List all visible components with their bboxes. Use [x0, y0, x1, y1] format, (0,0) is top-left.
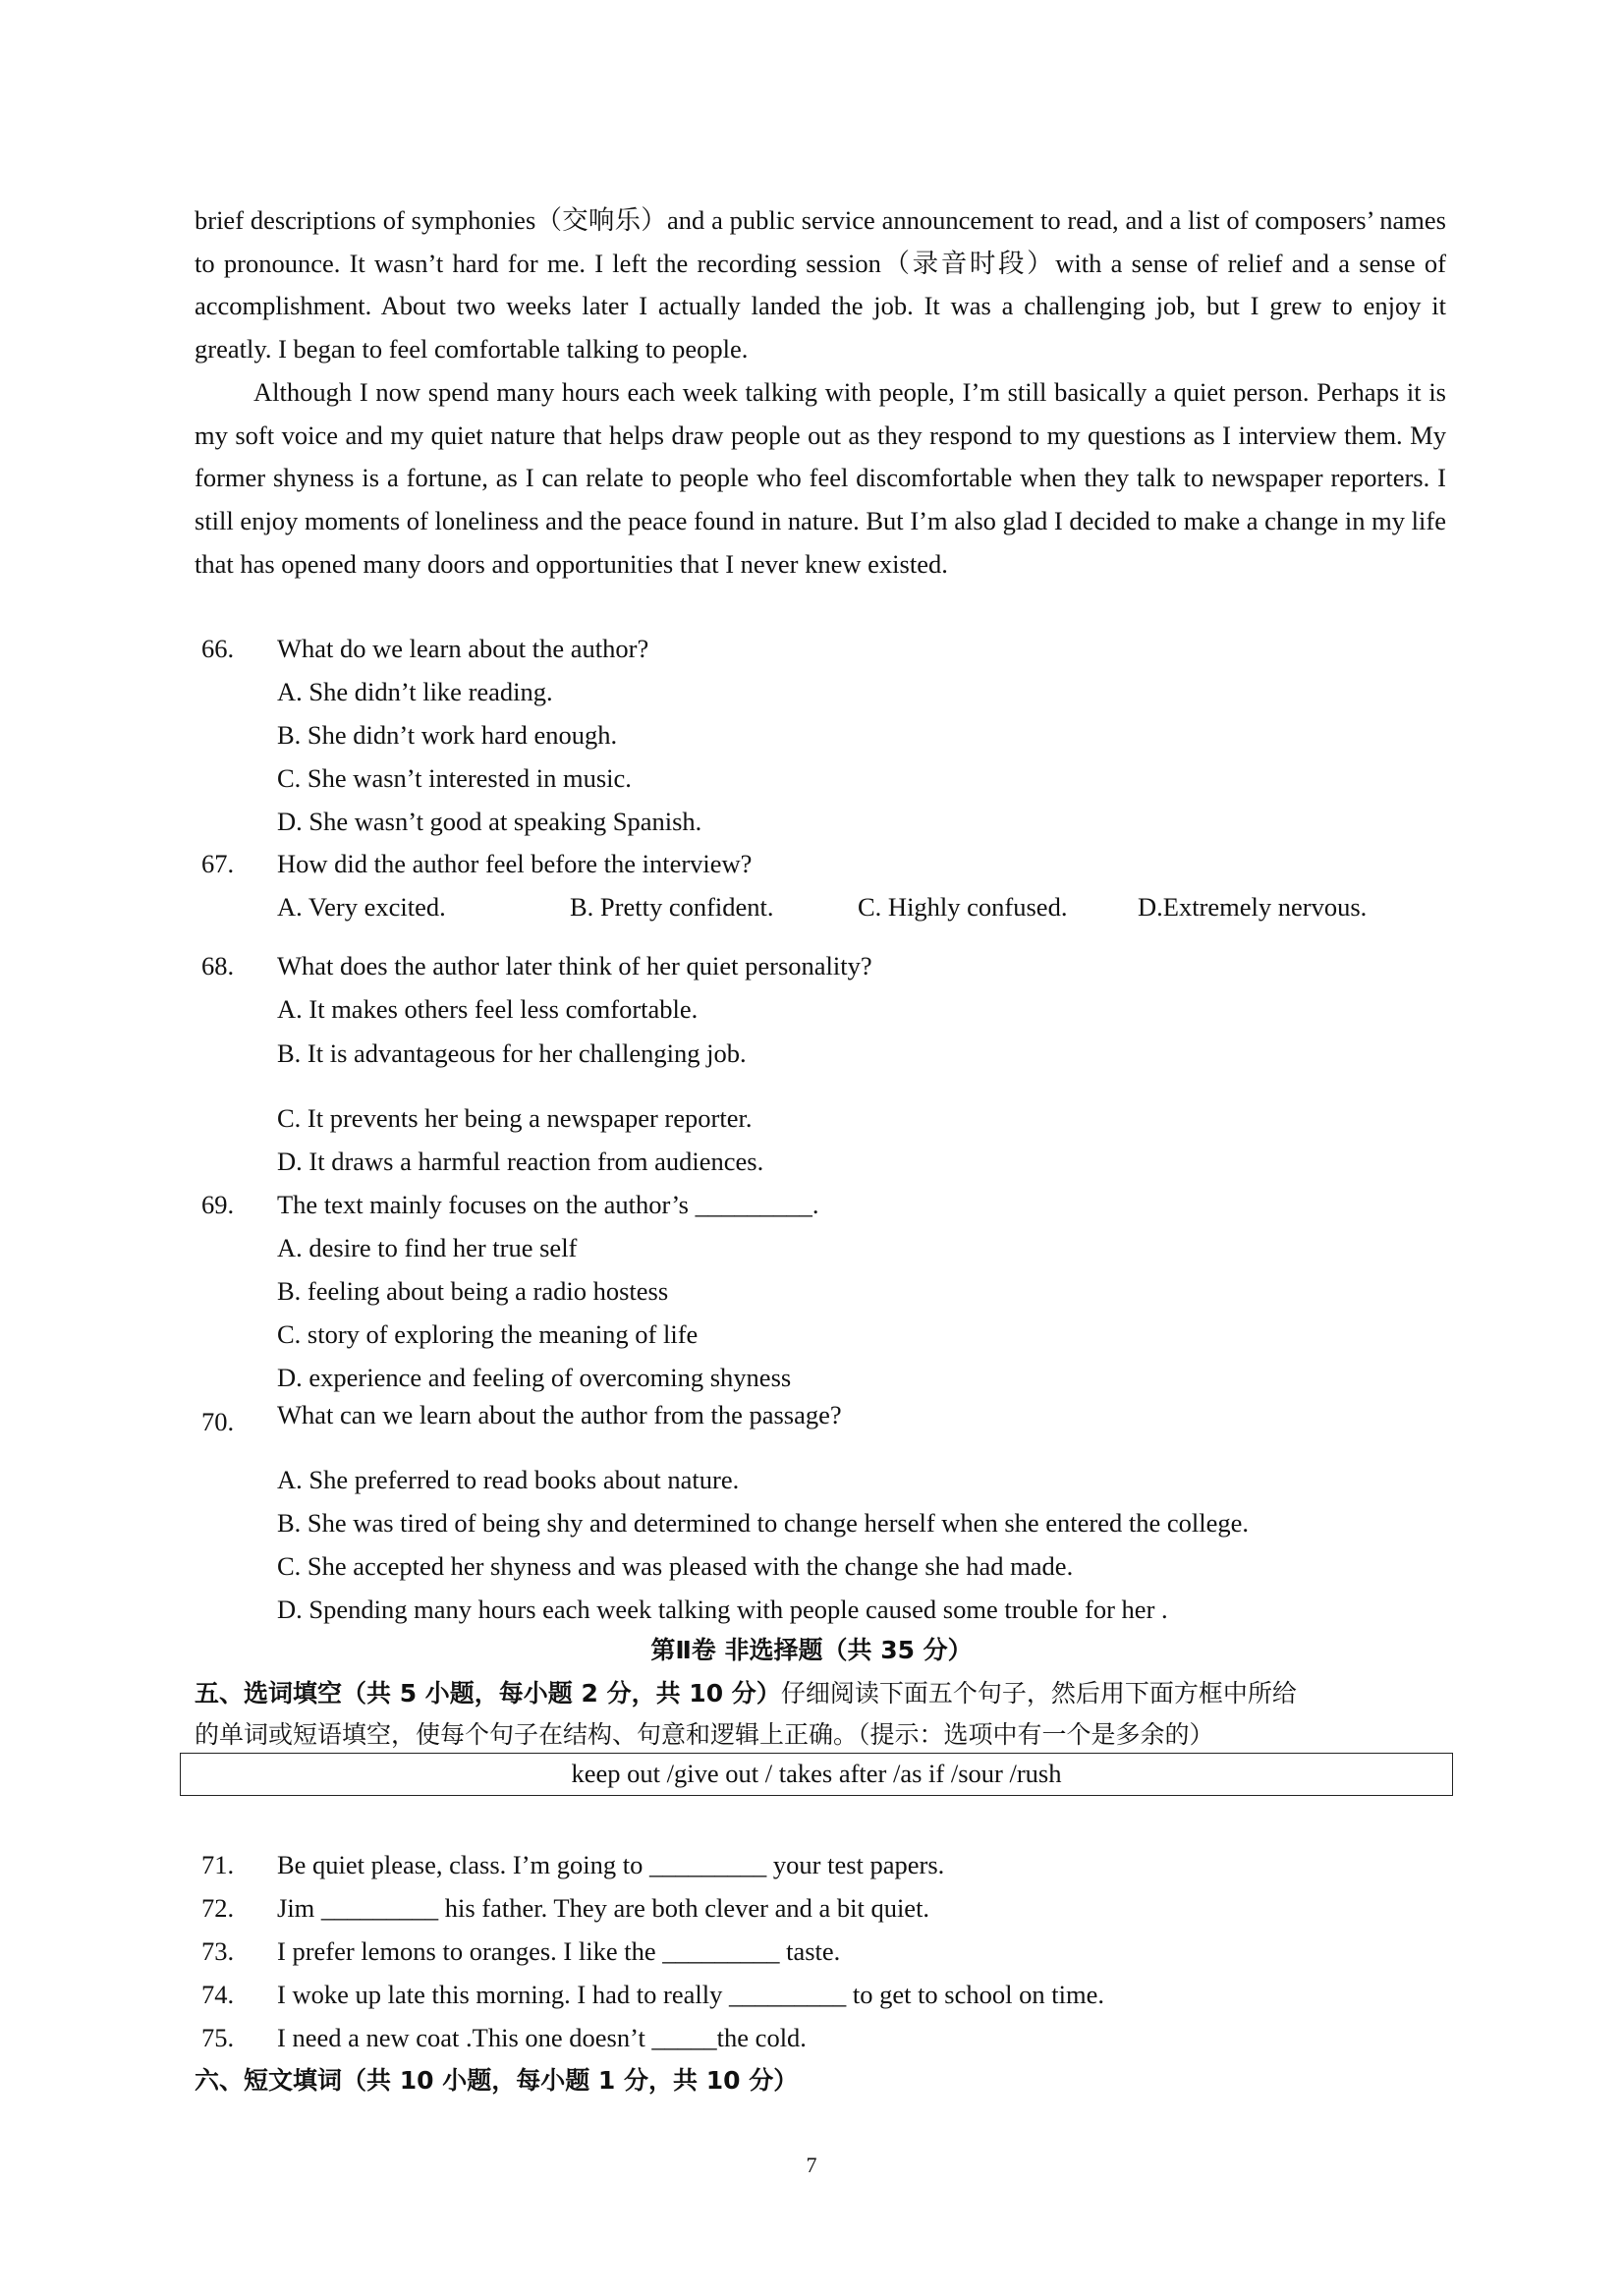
part-two-title: 第Ⅱ卷 非选择题（共 35 分）	[650, 1636, 973, 1664]
option: C. story of exploring the meaning of life	[277, 1319, 699, 1349]
fill-sentence: I woke up late this morning. I had to really _________ to get to school on time.	[277, 1980, 1104, 2009]
option: D.Extremely nervous.	[1138, 892, 1368, 922]
option: C. It prevents her being a newspaper reporter.	[277, 1103, 753, 1133]
option: A. Very excited.	[277, 892, 446, 922]
question-number: 68.	[201, 951, 235, 980]
fill-sentence: I need a new coat .This one doesn’t _____the cold.	[277, 2023, 807, 2052]
question-stem: What does the author later think of her quiet personality?	[277, 951, 872, 980]
passage-paragraph-2: Although I now spend many hours each week talking with people, I’m still basically a quiet person. Perhaps it is my soft voice and my quiet nature that helps draw people out as they respond to my questions as I interview them. My former shyness is a fortune, as I can relate to people who feel discomfortable when they talk to newspaper reporters. I still enjoy moments of loneliness and the peace found in nature. But I’m also glad I decided to make a change in my life that has opened many doors and opportunities that I never knew existed.	[195, 377, 1446, 579]
question-number: 74.	[201, 1980, 235, 2009]
section-five-instructions-2: 的单词或短语填空，使每个句子在结构、句意和逻辑上正确。（提示：选项中有一个是多余的）	[195, 1720, 1214, 1749]
question-number: 71.	[201, 1850, 235, 1879]
option: B. feeling about being a radio hostess	[277, 1276, 669, 1306]
section-six-heading: 六、短文填词（共 10 小题，每小题 1 分，共 10 分）	[195, 2066, 799, 2095]
question-number: 67.	[201, 849, 235, 878]
section-five-line-1	[195, 1676, 1297, 1711]
option: B. She didn’t work hard enough.	[277, 720, 618, 750]
question-stem: What do we learn about the author?	[277, 634, 649, 663]
passage-paragraph-1: brief descriptions of symphonies（交响乐）and a public service announcement to read, and a list of composers’ names to pronounce. It wasn’t hard for me. I left the recording session（录音时段）with a sense of relief and a sense of accomplishment. About two weeks later I actually landed the job. It was a challenging job, but I grew to enjoy it greatly. I began to feel comfortable talking to people.	[195, 205, 1446, 364]
question-stem: How did the author feel before the interview?	[277, 849, 753, 878]
option: A. She didn’t like reading.	[277, 677, 553, 706]
page-number: 7	[806, 2153, 817, 2177]
question-number: 75.	[201, 2023, 235, 2052]
question-stem: The text mainly focuses on the author’s _________.	[277, 1190, 819, 1219]
option: B. She was tired of being shy and determined to change herself when she entered the college.	[277, 1508, 1250, 1538]
option: A. It makes others feel less comfortable.	[277, 994, 699, 1024]
section-five-heading: 五、选词填空（共 5 小题，每小题 2 分，共 10 分）	[195, 1679, 781, 1708]
question-number: 70.	[201, 1407, 235, 1436]
option: D. She wasn’t good at speaking Spanish.	[277, 807, 702, 836]
fill-sentence: I prefer lemons to oranges. I like the _________ taste.	[277, 1936, 841, 1966]
option: A. desire to find her true self	[277, 1233, 578, 1262]
option: D. experience and feeling of overcoming shyness	[277, 1363, 792, 1392]
question-stem: What can we learn about the author from the passage?	[277, 1400, 842, 1429]
option: A. She preferred to read books about nature.	[277, 1465, 740, 1494]
option: D. Spending many hours each week talking with people caused some trouble for her .	[277, 1595, 1168, 1624]
option: D. It draws a harmful reaction from audiences.	[277, 1147, 764, 1176]
word-box: keep out /give out / takes after /as if /sour /rush	[180, 1753, 1453, 1796]
question-number: 72.	[201, 1893, 235, 1923]
question-number: 69.	[201, 1190, 235, 1219]
option: C. She wasn’t interested in music.	[277, 763, 632, 793]
option: B. Pretty confident.	[570, 892, 774, 922]
question-number: 73.	[201, 1936, 235, 1966]
question-number: 66.	[201, 634, 235, 663]
option: C. She accepted her shyness and was pleased with the change she had made.	[277, 1551, 1074, 1581]
section-five-instructions: 仔细阅读下面五个句子，然后用下面方框中所给	[780, 1679, 1297, 1708]
option: C. Highly confused.	[858, 892, 1068, 922]
option: B. It is advantageous for her challenging job.	[277, 1038, 747, 1068]
fill-sentence: Jim _________ his father. They are both clever and a bit quiet.	[277, 1893, 930, 1923]
fill-sentence: Be quiet please, class. I’m going to _________ your test papers.	[277, 1850, 945, 1879]
